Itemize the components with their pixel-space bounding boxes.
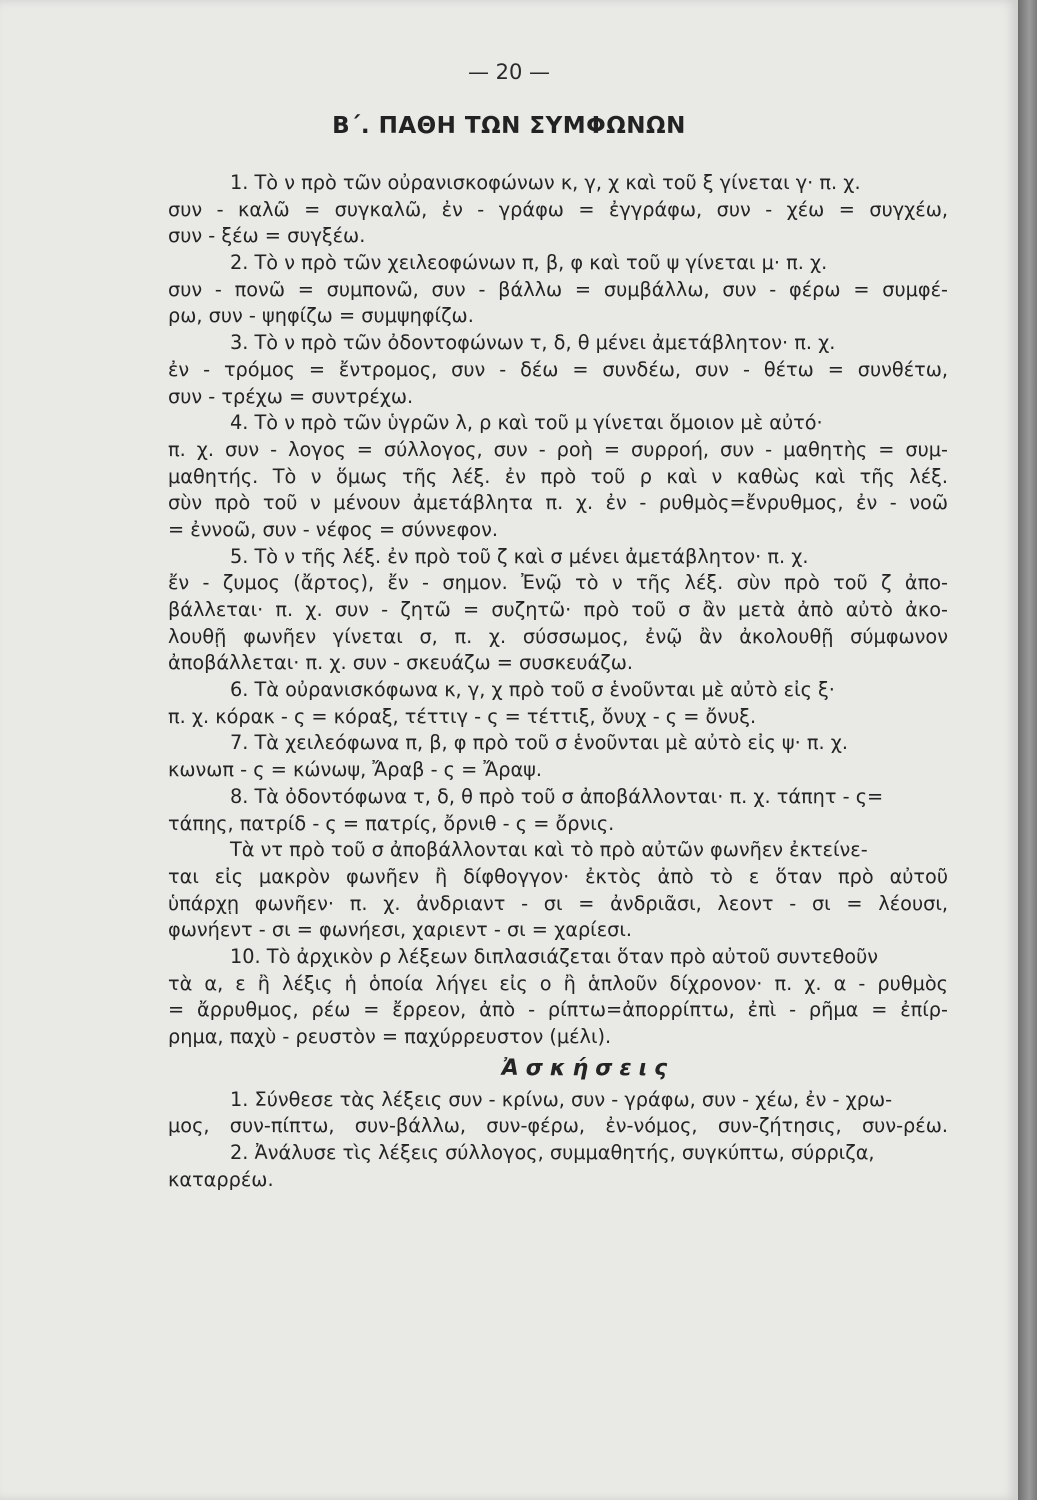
text-line: Τὰ ντ πρὸ τοῦ σ ἀποβάλλονται καὶ τὸ πρὸ αὐτῶν φωνῆεν ἐκτείνε-	[230, 838, 868, 862]
text-line: 7. Τὰ χειλεόφωνα π, β, φ πρὸ τοῦ σ ἑνοῦνται μὲ αὐτὸ εἰς ψ· π. χ.	[230, 731, 849, 755]
text-line: ὑπάρχῃ φωνῆεν· π. χ. ἀνδριαντ - σι = ἀνδριᾶσι, λεοντ - σι = λέουσι,	[168, 891, 948, 915]
text-line: ρημα, παχὺ - ρευστὸν = παχύρρευστον (μέλι).	[168, 1025, 612, 1048]
text-line: 10. Τὸ ἀρχικὸν ρ λέξεων διπλασιάζεται ὅταν πρὸ αὐτοῦ συντεθοῦν	[230, 944, 879, 968]
text-line: = ἄρρυθμος, ρέω = ἔρρεον, ἀπὸ - ρίπτω=ἀπορρίπτω, ἐπὶ - ρῆμα = ἐπίρ-	[168, 998, 948, 1022]
text-line: 2. Τὸ ν πρὸ τῶν χειλεοφώνων π, β, φ καὶ τοῦ ψ γίνεται μ· π. χ.	[230, 251, 828, 275]
exercise-line: 1. Σύνθεσε τὰς λέξεις συν - κρίνω, συν - γράφω, συν - χέω, ἐν - χρω-	[230, 1087, 893, 1111]
text-line: ἐν - τρόμος = ἔντρομος, συν - δέω = συνδέω, συν - θέτω = συνθέτω,	[168, 357, 948, 381]
text-line: λουθῇ φωνῆεν γίνεται σ, π. χ. σύσσωμος, ἐνῷ ἂν ἀκολουθῇ σύμφωνον	[168, 624, 948, 648]
text-line: ται εἰς μακρὸν φωνῆεν ἢ δίφθογγον· ἐκτὸς ἀπὸ τὸ ε ὅταν πρὸ αὐτοῦ	[168, 864, 948, 888]
book-spine	[1018, 0, 1037, 1500]
body-text	[168, 170, 948, 1193]
exercise-line: μος, συν-πίπτω, συν-βάλλω, συν-φέρω, ἐν-νόμος, συν-ζήτησις, συν-ρέω.	[168, 1114, 948, 1138]
exercises-heading: Ἀσκήσεις	[501, 1055, 675, 1081]
text-line: σὺν πρὸ τοῦ ν μένουν ἀμετάβλητα π. χ. ἐν - ρυθμὸς=ἔνρυθμος, ἐν - νοῶ	[168, 491, 948, 515]
text-line: τὰ α, ε ἢ λέξις ἡ ὁποία λήγει εἰς ο ἢ ἁπλοῦν δίχρονον· π. χ. α - ρυθμὸς	[168, 971, 948, 995]
text-line: φωνήεντ - σι = φωνήεσι, χαριεντ - σι = χαρίεσι.	[168, 918, 633, 942]
text-line: π. χ. κόρακ - ς = κόραξ, τέττιγ - ς = τέττιξ, ὄνυχ - ς = ὄνυξ.	[168, 704, 757, 728]
text-line: τάπης, πατρίδ - ς = πατρίς, ὄρνιθ - ς = ὄρνις.	[168, 811, 615, 835]
text-line: 5. Τὸ ν τῆς λέξ. ἐν πρὸ τοῦ ζ καὶ σ μένει ἀμετάβλητον· π. χ.	[230, 544, 809, 568]
text-line: ρω, συν - ψηφίζω = συμψηφίζω.	[168, 304, 474, 328]
page-number: — 20 —	[467, 60, 551, 84]
text-line: συν - τρέχω = συντρέχω.	[168, 384, 414, 408]
text-line: 3. Τὸ ν πρὸ τῶν ὀδοντοφώνων τ, δ, θ μένει ἀμετάβλητον· π. χ.	[230, 331, 836, 355]
exercise-line: 2. Ἀνάλυσε τὶς λέξεις σύλλογος, συμμαθητής, συγκύπτω, σύρριζα,	[230, 1141, 875, 1165]
text-line: ἔν - ζυμος (ἄρτος), ἔν - σημον. Ἐνῷ τὸ ν τῆς λέξ. σὺν πρὸ τοῦ ζ ἀπο-	[168, 571, 948, 595]
text-line: 6. Τὰ οὐρανισκόφωνα κ, γ, χ πρὸ τοῦ σ ἑνοῦνται μὲ αὐτὸ εἰς ξ·	[230, 678, 835, 702]
exercise-line: καταρρέω.	[168, 1167, 274, 1191]
text-line: ἀποβάλλεται· π. χ. συν - σκευάζω = συσκευάζω.	[168, 651, 634, 675]
text-line: κωνωπ - ς = κώνωψ, Ἄραβ - ς = Ἄραψ.	[168, 758, 543, 782]
text-line: 4. Τὸ ν πρὸ τῶν ὑγρῶν λ, ρ καὶ τοῦ μ γίνεται ὅμοιον μὲ αὐτό·	[230, 411, 823, 435]
text-line: βάλλεται· π. χ. συν - ζητῶ = συζητῶ· πρὸ τοῦ σ ἂν μετὰ ἀπὸ αὐτὸ ἀκο-	[168, 598, 948, 621]
text-line: συν - καλῶ = συγκαλῶ, ἐν - γράφω = ἐγγράφω, συν - χέω = συγχέω,	[168, 197, 948, 221]
section-title: Β΄. ΠΑΘΗ ΤΩΝ ΣΥΜΦΩΝΩΝ	[332, 113, 686, 139]
text-line: συν - ξέω = συγξέω.	[168, 224, 366, 248]
text-line: 8. Τὰ ὀδοντόφωνα τ, δ, θ πρὸ τοῦ σ ἀποβάλλονται· π. χ. τάπητ - ς=	[230, 784, 884, 808]
text-line: = ἐννοῶ, συν - νέφος = σύννεφον.	[168, 517, 499, 541]
text-line: π. χ. συν - λογος = σύλλογος, συν - ροὴ = συρροή, συν - μαθητὴς = συμ-	[168, 437, 948, 461]
text-line: 1. Τὸ ν πρὸ τῶν οὐρανισκοφώνων κ, γ, χ καὶ τοῦ ξ γίνεται γ· π. χ.	[230, 171, 861, 194]
text-line: μαθητής. Τὸ ν ὅμως τῆς λέξ. ἐν πρὸ τοῦ ρ καὶ ν καθὼς καὶ τῆς λέξ.	[168, 464, 948, 488]
text-line: συν - πονῶ = συμπονῶ, συν - βάλλω = συμβάλλω, συν - φέρω = συμφέ-	[168, 277, 948, 301]
